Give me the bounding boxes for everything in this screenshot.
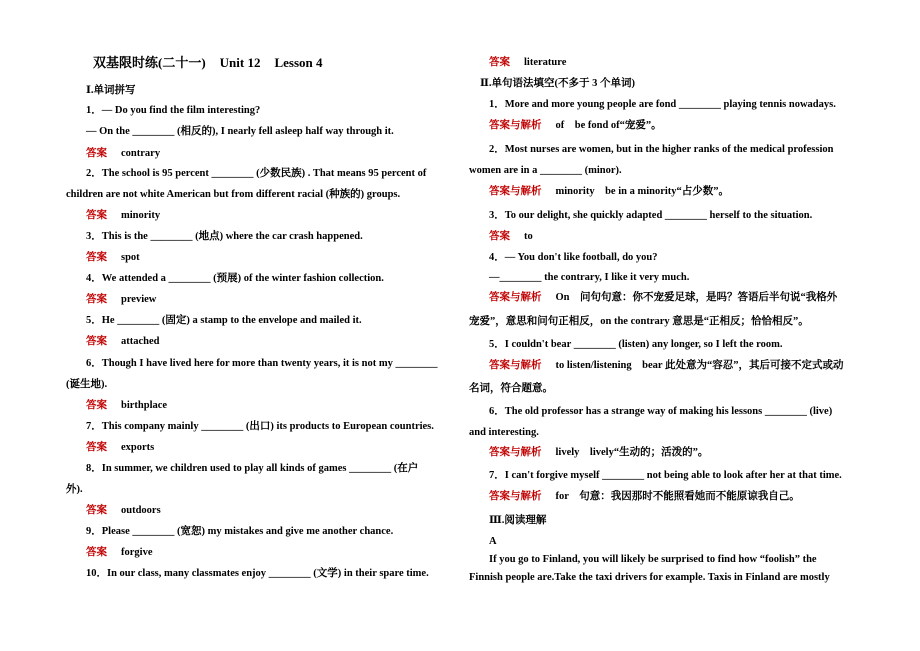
answer-analysis-label: 答案与解析 (489, 120, 542, 131)
answer-label: 答案 (86, 505, 107, 516)
answer-label: 答案 (86, 294, 107, 305)
answer-value: birthplace (121, 400, 168, 411)
answer-5 (86, 335, 160, 349)
answer-analysis-label: 答案与解析 (489, 186, 542, 197)
question-2-line-1: 2．The school is 95 percent ________ (少数民族) . That means 95 percent of (86, 168, 427, 179)
question-7: 7．This company mainly ________ (出口) its products to European countries. (86, 421, 434, 432)
grammar-answer-5-line-2: 名词，符合题意。 (469, 383, 553, 394)
answer-label: 答案 (86, 148, 107, 159)
grammar-question-4-line-2: —________ the contrary, I like it very much. (489, 272, 690, 283)
answer-3 (86, 251, 140, 265)
question-2-line-2: children are not white American but from different racial (种族的) groups. (66, 189, 401, 200)
answer-value: exports (121, 442, 155, 453)
answer-value: forgive (121, 547, 153, 558)
answer-value: spot (121, 252, 140, 263)
answer-value: contrary (121, 148, 161, 159)
passage-line-1: If you go to Finland, you will likely be surprised to find how “foolish” the (489, 554, 817, 565)
question-6-line-1: 6．Though I have lived here for more than twenty years, it is not my ________ (86, 358, 438, 369)
passage-label: A (489, 536, 497, 547)
grammar-question-2-line-2: women are in a ________ (minor). (469, 165, 622, 176)
answer-analysis-text: to listen/listening bear 此处意为“容忍”，其后可接不定式或动 (555, 360, 844, 371)
answer-7 (86, 441, 154, 455)
grammar-question-1: 1．More and more young people are fond ________ playing tennis nowadays. (489, 99, 836, 110)
answer-label: 答案 (86, 336, 107, 347)
question-1-line-1: 1．— Do you find the film interesting? (86, 105, 261, 116)
answer-value: attached (121, 336, 160, 347)
answer-label: 答案 (86, 442, 107, 453)
question-6-line-2: (诞生地). (66, 379, 108, 390)
answer-label: 答案 (86, 400, 107, 411)
answer-label: 答案 (86, 547, 107, 558)
answer-analysis-label: 答案与解析 (489, 447, 542, 458)
question-9: 9．Please ________ (宽恕) my mistakes and give me another chance. (86, 526, 394, 537)
answer-analysis-text: for 句意：我因那时不能照看她而不能原谅我自己。 (555, 491, 800, 502)
grammar-question-7: 7．I can't forgive myself ________ not being able to look after her at that time. (489, 470, 842, 481)
section-2-heading: Ⅱ.单句语法填空(不多于 3 个单词) (480, 78, 635, 89)
grammar-question-4-line-1: 4．— You don't like football, do you? (489, 252, 658, 263)
question-1-line-2: — On the ________ (相反的), I nearly fell asleep half way through it. (86, 126, 394, 137)
question-8-line-1: 8．In summer, we children used to play all kinds of games ________ (在户 (86, 463, 419, 474)
answer-label: 答案 (489, 231, 510, 242)
answer-value: outdoors (121, 505, 161, 516)
grammar-question-6-line-2: and interesting. (469, 427, 539, 438)
section-1-heading: Ⅰ.单词拼写 (86, 85, 136, 96)
answer-value: minority (121, 210, 161, 221)
grammar-answer-2 (489, 185, 729, 199)
grammar-answer-1 (489, 119, 662, 133)
title-text: 双基限时练(二十一) (93, 55, 206, 70)
answer-analysis-label: 答案与解析 (489, 360, 542, 371)
answer-value: literature (524, 57, 567, 68)
grammar-question-2-line-1: 2．Most nurses are women, but in the higher ranks of the medical profession (489, 144, 834, 155)
answer-label: 答案 (86, 210, 107, 221)
answer-value: to (524, 231, 533, 242)
answer-analysis-text: minority be in a minority“占少数”。 (555, 186, 730, 197)
answer-8 (86, 504, 161, 518)
answer-analysis-text: of be fond of“宠爱”。 (555, 120, 662, 131)
question-4: 4．We attended a ________ (预展) of the winter fashion collection. (86, 273, 384, 284)
question-5: 5．He ________ (固定) a stamp to the envelope and mailed it. (86, 315, 362, 326)
grammar-answer-3 (489, 230, 533, 244)
grammar-answer-6 (489, 446, 708, 460)
answer-analysis-label: 答案与解析 (489, 292, 542, 303)
answer-label: 答案 (489, 57, 510, 68)
answer-value: preview (121, 294, 157, 305)
question-10: 10．In our class, many classmates enjoy ________ (文学) in their spare time. (86, 568, 429, 579)
page-title (93, 56, 323, 70)
answer-analysis-text: lively lively“生动的；活泼的”。 (555, 447, 709, 458)
answer-9 (86, 546, 153, 560)
answer-analysis-text: On 问句句意：你不宠爱足球，是吗？答语后半句说“我格外 (555, 292, 838, 303)
answer-6 (86, 399, 167, 413)
grammar-answer-7 (489, 490, 800, 504)
answer-10 (489, 56, 566, 70)
grammar-answer-4-line-1 (489, 291, 837, 305)
answer-analysis-label: 答案与解析 (489, 491, 542, 502)
lesson-text: Lesson 4 (274, 55, 323, 70)
grammar-question-3: 3．To our delight, she quickly adapted ________ herself to the situation. (489, 210, 813, 221)
grammar-question-5: 5．I couldn't bear ________ (listen) any longer, so I left the room. (489, 339, 783, 350)
answer-label: 答案 (86, 252, 107, 263)
section-3-heading: Ⅲ.阅读理解 (489, 515, 547, 526)
question-8-line-2: 外). (66, 484, 83, 495)
passage-line-2: Finnish people are.Take the taxi drivers for example. Taxis in Finland are mostly (469, 572, 830, 583)
answer-1 (86, 147, 160, 161)
answer-2 (86, 209, 160, 223)
unit-text: Unit 12 (219, 55, 261, 70)
answer-4 (86, 293, 156, 307)
grammar-answer-5-line-1 (489, 359, 843, 373)
grammar-answer-4-line-2: 宠爱”，意思和问句正相反，on the contrary 意思是“正相反；恰恰相反”。 (469, 316, 809, 327)
grammar-question-6-line-1: 6．The old professor has a strange way of making his lessons ________ (live) (489, 406, 833, 417)
question-3: 3．This is the ________ (地点) where the car crash happened. (86, 231, 363, 242)
